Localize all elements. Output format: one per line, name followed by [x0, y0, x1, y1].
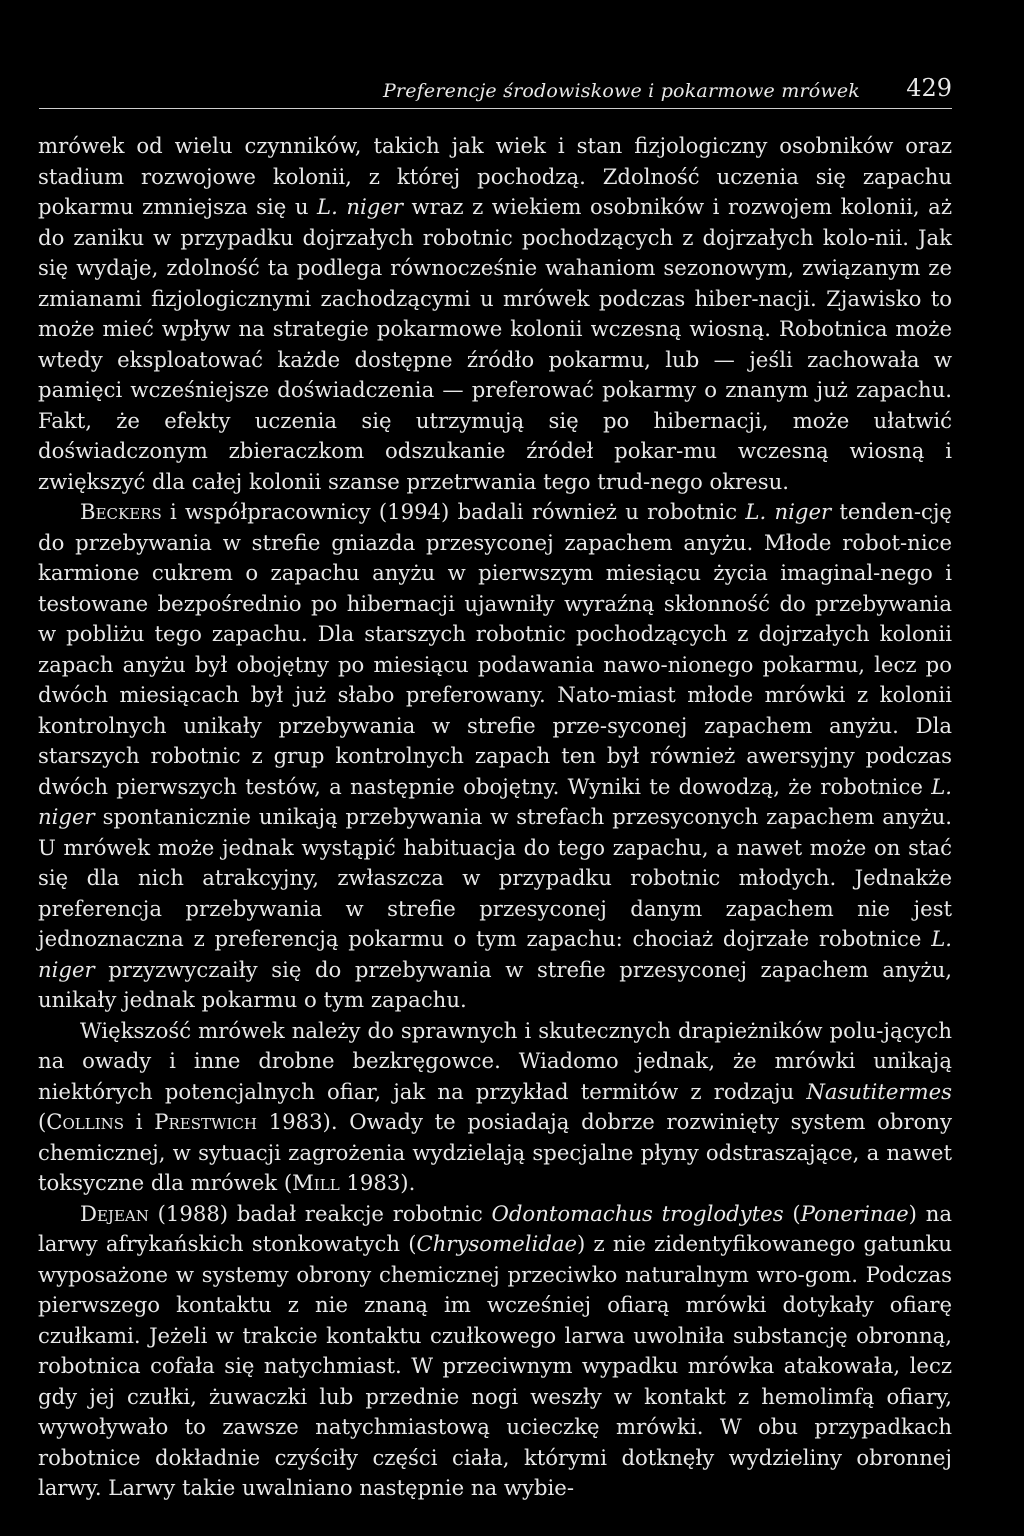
text-run: tenden-cję do przebywania w strefie gniazda przesyconej zapachem anyżu. Młode robot-nice karmione cukrem o zapachu anyżu w pierwszym miesiącu życia imaginal-nego i testowane bezpośrednio po hibernacji ujawniły wyraźną skłonność do przebywania w pobliżu tego zapachu. Dla starszych robotnic pochodzących z dojrzałych kolonii zapach anyżu był obojętny po miesiącu podawania nawo-nionego pokarmu, lecz po dwóch miesiącach był już słabo preferowany. Nato-miast młode mrówki z kolonii kontrolnych unikały przebywania w strefie prze-syconej zapachem anyżu. Dla starszych robotnic z grup kontrolnych zapach ten był również awersyjny podczas dwóch pierwszych testów, a następnie obojętny. Wyniki te dowodzą, że robotnice	[38, 499, 952, 799]
text-run: ) na larwy afrykańskich stonkowatych (	[38, 1200, 952, 1256]
italic-term: L. niger	[317, 194, 404, 219]
author-name: Collins	[46, 1109, 125, 1134]
body-text	[38, 131, 952, 1504]
text-run: wraz z wiekiem osobników i rozwojem kolonii, aż do zaniku w przypadku dojrzałych robotnic pochodzących z dojrzałych kolo-nii. Jak się wydaje, zdolność ta podlega równocześnie wahaniom sezonowym, związanym ze zmianami fizjologicznymi zachodzącymi u mrówek podczas hiber-nacji. Zjawisko to może mieć wpływ na strategie pokarmowe kolonii wczesną wiosną. Robotnica może wtedy eksploatować każde dostępne źródło pokarmu, lub — jeśli zachowała w pamięci wcześniejsze doświadczenia — preferować pokarmy o znanym już zapachu. Fakt, że efekty uczenia się utrzymują się po hibernacji, może ułatwić doświadczonym zbieraczkom odszukanie źródeł pokar-mu wczesną wiosną i zwiększyć dla całej kolonii szanse przetrwania tego trud-nego okresu.	[38, 194, 952, 494]
text-run: spontanicznie unikają przebywania w strefach przesyconych zapachem anyżu. U mrówek może jednak wystąpić habituacja do tego zapachu, a nawet może on stać się dla nich atrakcyjny, zwłaszcza w przypadku robotnic młodych. Jednakże preferencja przebywania w strefie przesyconej danym zapachem nie jest jednoznaczna z preferencją pokarmu o tym zapachu: chociaż dojrzałe robotnice	[38, 804, 952, 951]
text-run: ) z nie zidentyfikowanego gatunku wyposażone w systemy obrony chemicznej przeciwko naturalnym wro-gom. Podczas pierwszego kontaktu z nie znaną im wcześniej ofiarą mrówki dotykały ofiarę czułkami. Jeżeli w trakcie kontaktu czułkowego larwa uwolniła substancję obronną, robotnica cofała się natychmiast. W przeciwnym wypadku mrówka atakowała, lecz gdy jej czułki, żuwaczki lub przednie nogi weszły w kontakt z hemolimfą ofiary, wywoływało to zawsze natychmiastową ucieczkę mrówki. W obu przypadkach robotnice dokładnie czyściły części ciała, którymi dotknęły wydzieliny obronnej larwy. Larwy takie uwalniano następnie na wybie-	[38, 1231, 953, 1500]
paragraph	[38, 131, 952, 497]
text-run: i współpracownicy (1994) badali również u robotnic	[161, 499, 746, 524]
italic-term: Nasutitermes	[806, 1078, 952, 1104]
text-run: mrówek od wielu czynników, takich jak wiek i stan fizjologiczny osobników oraz stadium rozwojowe kolonii, z której pochodzą. Zdolność uczenia się zapachu pokarmu zmniejsza się u	[38, 133, 952, 219]
text-run: i	[124, 1109, 155, 1134]
running-header	[39, 70, 952, 109]
italic-term: Chrysomelidae	[416, 1231, 577, 1256]
italic-term: L. niger	[38, 926, 952, 982]
paragraph	[38, 1199, 952, 1504]
text-run: Większość mrówek należy do sprawnych i skutecznych drapieżników polu-jących na owady i inne drobne bezkręgowce. Wiadomo jednak, że mrówki unikają niektórych potencjalnych ofiar, jak na przykład termitów z rodzaju	[38, 1017, 952, 1104]
italic-term: Ponerinae	[800, 1200, 909, 1226]
running-title: Preferencje środowiskowe i pokarmowe mrówek	[382, 80, 860, 102]
author-name: Mill	[292, 1170, 340, 1195]
text-run: (	[783, 1200, 801, 1226]
text-run: (1988) badał reakcje robotnic	[148, 1200, 492, 1226]
author-name: Prestwich	[154, 1109, 257, 1134]
italic-term: L. niger	[38, 773, 952, 829]
italic-term: Odontomachus troglodytes	[491, 1200, 784, 1226]
author-name: Beckers	[80, 499, 162, 524]
text-run: przyzwyczaiły się do przebywania w strefie przesyconej zapachem anyżu, unikały jednak pokarmu o tym zapachu.	[38, 956, 952, 1012]
page-number: 429	[906, 74, 952, 102]
paragraph	[38, 497, 952, 1016]
paragraph	[38, 1016, 952, 1199]
text-run: 1983). Owady te posiadają dobrze rozwinięty system obrony chemicznej, w sytuacji zagrożenia wydzielają specjalne płyny odstraszające, a nawet toksyczne dla mrówek (	[38, 1109, 952, 1195]
italic-term: L. niger	[745, 499, 832, 524]
text-run: 1983).	[339, 1170, 416, 1195]
text-run: (	[38, 1109, 47, 1134]
author-name: Dejean	[80, 1200, 149, 1226]
